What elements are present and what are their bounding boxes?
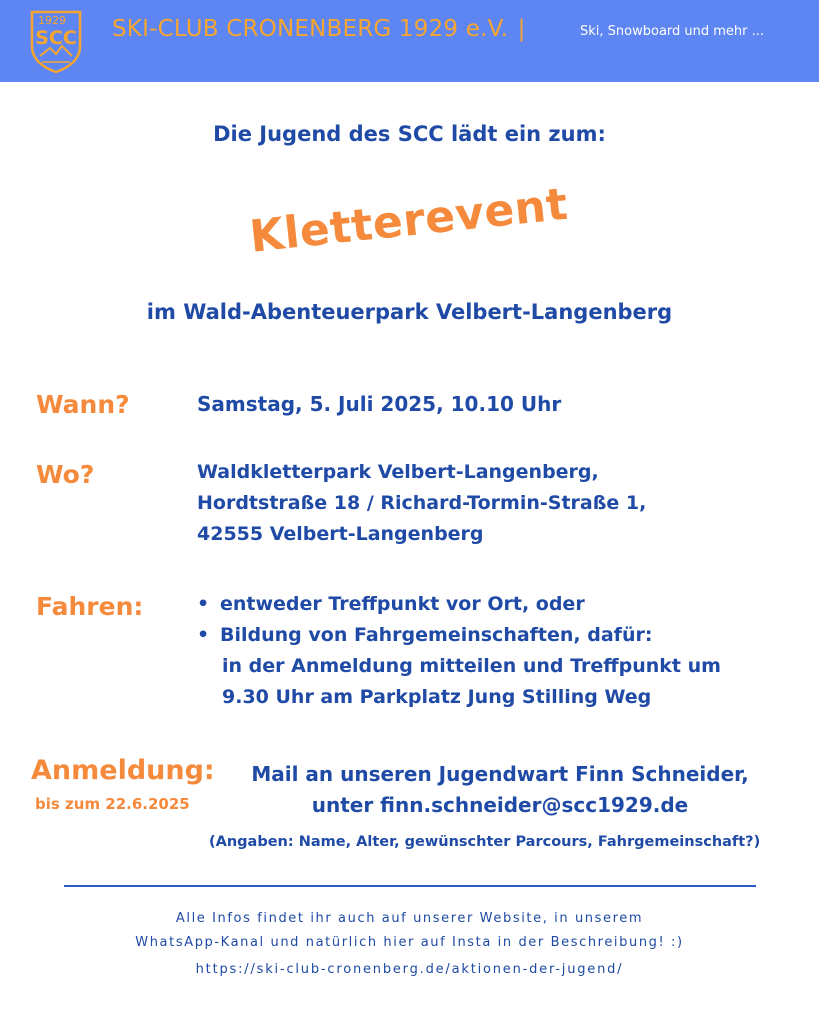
- drive-list: [197, 589, 721, 651]
- club-name[interactable]: [112, 16, 526, 42]
- logo-year: 1929: [38, 14, 66, 27]
- footer-line: Alle Infos findet ihr auch auf unserer Website, in unserem: [175, 911, 644, 926]
- logo-text: SCC: [35, 27, 77, 49]
- bullet-icon: •: [197, 624, 210, 646]
- event-intro: Die Jugend des SCC lädt ein zum:: [213, 122, 606, 146]
- drive-label: Fahren:: [36, 592, 144, 621]
- registration-label: Anmeldung:: [31, 755, 215, 786]
- list-item: [197, 589, 721, 620]
- registration-deadline: bis zum 22.6.2025: [35, 795, 190, 813]
- drive-continuation: in der Anmeldung mitteilen und Treffpunkt um: [222, 655, 721, 677]
- club-name-text: SKI-CLUB CRONENBERG 1929 e.V.: [112, 16, 509, 42]
- when-label: Wann?: [36, 390, 130, 419]
- where-label: Wo?: [36, 460, 95, 489]
- site-header: [0, 0, 819, 82]
- site-tagline: Ski, Snowboard und mehr ...: [580, 24, 765, 39]
- where-address: [197, 457, 646, 550]
- address-line: Waldkletterpark Velbert-Langenberg,: [197, 461, 599, 483]
- footer-url-link[interactable]: https://ski-club-cronenberg.de/aktionen-der-jugend/: [195, 962, 624, 977]
- registration-info: (Angaben: Name, Alter, gewünschter Parcours, Fahrgemeinschaft?): [209, 834, 761, 850]
- drive-options: [197, 589, 721, 713]
- divider: [64, 885, 756, 887]
- drive-continuation: 9.30 Uhr am Parkplatz Jung Stilling Weg: [222, 686, 652, 708]
- footer-line: WhatsApp-Kanal und natürlich hier auf Insta in der Beschreibung! :): [135, 935, 684, 950]
- footer-text: [0, 907, 819, 955]
- address-line: 42555 Velbert-Langenberg: [197, 523, 484, 545]
- club-logo-icon[interactable]: [28, 8, 84, 74]
- list-item: [197, 620, 721, 651]
- mail-line: Mail an unseren Jugendwart Finn Schneider,: [251, 762, 749, 786]
- header-separator: |: [517, 16, 526, 42]
- when-value: Samstag, 5. Juli 2025, 10.10 Uhr: [197, 392, 562, 416]
- bullet-icon: •: [197, 593, 210, 615]
- list-item-text: Bildung von Fahrgemeinschaften, dafür:: [220, 624, 653, 646]
- registration-mail: [235, 759, 765, 821]
- event-title: Kletterevent: [247, 178, 571, 263]
- event-venue: im Wald-Abenteuerpark Velbert-Langenberg: [146, 300, 673, 324]
- list-item-text: entweder Treffpunkt vor Ort, oder: [220, 593, 585, 615]
- address-line: Hordtstraße 18 / Richard-Tormin-Straße 1,: [197, 492, 647, 514]
- mail-address-link[interactable]: unter finn.schneider@scc1929.de: [311, 793, 689, 817]
